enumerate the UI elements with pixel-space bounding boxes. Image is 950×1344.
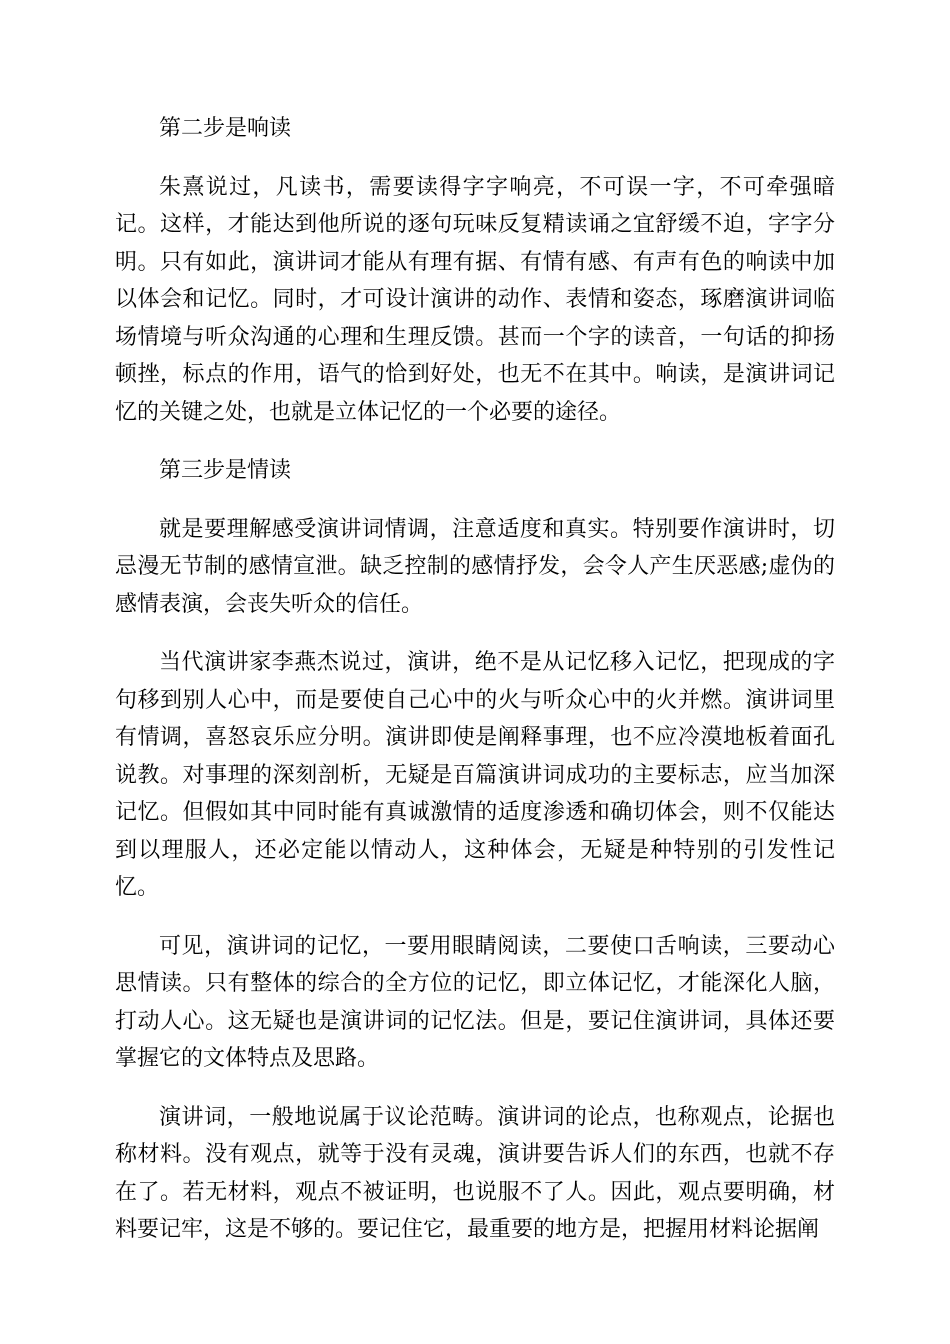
document-body (115, 110, 835, 1270)
section-heading-second-step: 第二步是响读 (159, 116, 292, 141)
paragraph-emotional-reading: 就是要理解感受演讲词情调，注意适度和真实。特别要作演讲时，切忌漫无节制的感情宣泄。缺乏控制的感情抒发，会令人产生厌恶感;虚伪的感情表演，会丧失听众的信任。 (115, 516, 835, 617)
paragraph-speech-genre: 演讲词，一般地说属于议论范畴。演讲词的论点，也称观点，论据也称材料。没有观点，就等于没有灵魂，演讲要告诉人们的东西，也就不存在了。若无材料，观点不被证明，也说服不了人。因此，观点要明确，材料要记牢，这是不够的。要记住它，最重要的地方是，把握用材料论据阐 (115, 1104, 835, 1242)
section-heading-third-step: 第三步是情读 (159, 458, 292, 483)
paragraph-loud-reading: 朱熹说过，凡读书，需要读得字字响亮，不可误一字，不可牵强暗记。这样，才能达到他所说的逐句玩味反复精读诵之宜舒缓不迫，字字分明。只有如此，演讲词才能从有理有据、有情有感、有声有色的响读中加以体会和记忆。同时，才可设计演讲的动作、表情和姿态，琢磨演讲词临场情境与听众沟通的心理和生理反馈。甚而一个字的读音，一句话的抑扬顿挫，标点的作用，语气的恰到好处，也无不在其中。响读，是演讲词记忆的关键之处，也就是立体记忆的一个必要的途径。 (115, 174, 835, 425)
paragraph-li-yanjie-quote: 当代演讲家李燕杰说过，演讲，绝不是从记忆移入记忆，把现成的字句移到别人心中，而是要使自己心中的火与听众心中的火并燃。演讲词里有情调，喜怒哀乐应分明。演讲即使是阐释事理，也不应冷漠地板着面孔说教。对事理的深刻剖析，无疑是百篇演讲词成功的主要标志，应当加深记忆。但假如其中同时能有真诚激情的适度渗透和确切体会，则不仅能达到以理服人，还必定能以情动人，这种体会，无疑是种特别的引发性记忆。 (115, 650, 835, 900)
paragraph-conclusion: 可见，演讲词的记忆，一要用眼睛阅读，二要使口舌响读，三要动心思情读。只有整体的综合的全方位的记忆，即立体记忆，才能深化人脑，打动人心。这无疑也是演讲词的记忆法。但是，要记住演讲词，具体还要掌握它的文体特点及思路。 (115, 933, 835, 1071)
